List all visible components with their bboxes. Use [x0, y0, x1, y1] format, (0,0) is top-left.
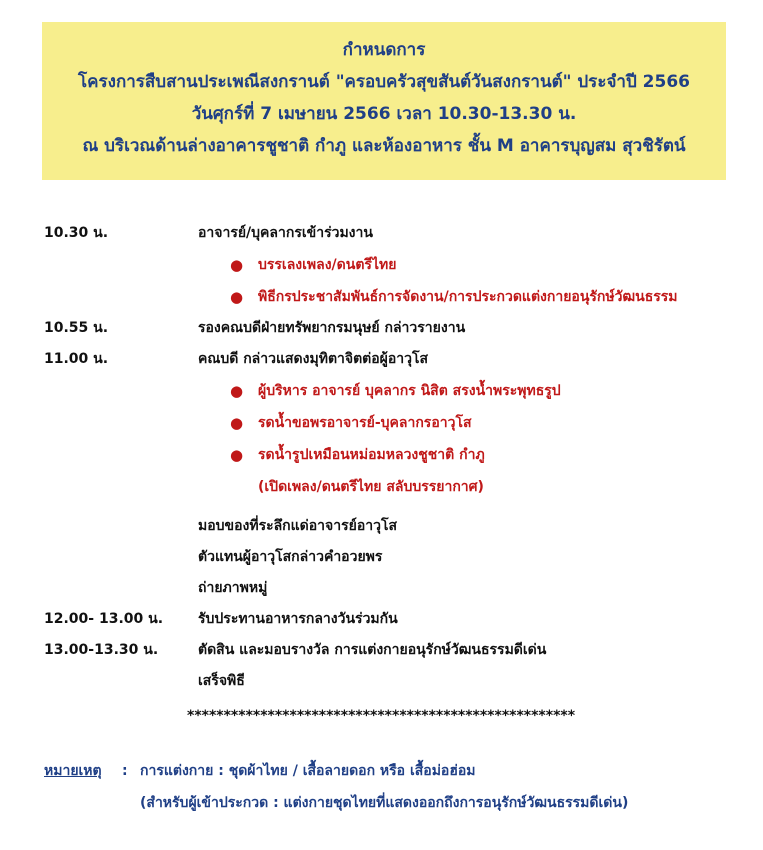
- header-box: [42, 22, 726, 180]
- event-datetime: วันศุกร์ที่ 7 เมษายน 2566 เวลา 10.30-13.30 น.: [191, 104, 577, 124]
- schedule-bullet: [44, 439, 744, 471]
- note-line: [44, 787, 744, 819]
- event-venue: ณ บริเวณด้านล่างอาคารชูชาติ กำภู และห้องอาหาร ชั้น M อาคารบุญสม สุวชิรัตน์: [82, 136, 686, 156]
- schedule-desc: อาจารย์/บุคลากรเข้าร่วมงาน: [198, 225, 373, 241]
- schedule-subitem: [44, 511, 744, 542]
- bullet-dot-icon: ●: [230, 256, 244, 274]
- bullet-text: ผู้บริหาร อาจารย์ บุคลากร นิสิต สรงน้ำพระพุทธรูป: [258, 383, 561, 399]
- schedule-time: 13.00-13.30 น.: [44, 642, 159, 658]
- bullet-dot-icon: ●: [230, 414, 244, 432]
- bullet-dot-icon: ●: [230, 288, 244, 306]
- schedule-bullet: [44, 375, 744, 407]
- schedule-row: [44, 344, 744, 375]
- schedule-desc: รองคณบดีฝ่ายทรัพยากรมนุษย์ กล่าวรายงาน: [198, 320, 466, 336]
- schedule-row: [44, 313, 744, 344]
- note-colon: :: [122, 763, 128, 779]
- note-label: หมายเหตุ: [44, 763, 102, 779]
- schedule-time: 11.00 น.: [44, 351, 109, 367]
- note-line: [44, 755, 744, 787]
- bullet-text: รดน้ำขอพรอาจารย์-บุคลากรอาวุโส: [258, 415, 472, 431]
- bullet-continuation: [44, 471, 744, 503]
- schedule-desc: ตัดสิน และมอบรางวัล การแต่งกายอนุรักษ์วัฒนธรรมดีเด่น: [198, 642, 547, 658]
- note-section: [44, 755, 744, 819]
- schedule-subitem-text: มอบของที่ระลึกแด่อาจารย์อาวุโส: [198, 518, 398, 534]
- schedule-subitem-text: ตัวแทนผู้อาวุโสกล่าวคำอวยพร: [198, 549, 383, 565]
- header-title: กำหนดการ: [342, 40, 426, 60]
- schedule-row: [44, 604, 744, 635]
- schedule-subitem: [44, 573, 744, 604]
- schedule-bullet: [44, 281, 744, 313]
- bullet-text: บรรเลงเพลง/ดนตรีไทย: [258, 257, 397, 273]
- spacer: [44, 503, 744, 511]
- schedule-time: 10.55 น.: [44, 320, 109, 336]
- schedule: [44, 218, 744, 697]
- bullet-dot-icon: ●: [230, 446, 244, 464]
- schedule-subitem: [44, 542, 744, 573]
- project-name: โครงการสืบสานประเพณีสงกรานต์ "ครอบครัวสุขสันต์วันสงกรานต์" ประจำปี 2566: [78, 72, 690, 92]
- note-text: การแต่งกาย : ชุดผ้าไทย / เสื้อลายดอก หรือ เสื้อม่อฮ่อม: [140, 763, 476, 779]
- separator-line: *****************************************************: [187, 708, 576, 724]
- bullet-text: พิธีกรประชาสัมพันธ์การจัดงาน/การประกวดแต่งกายอนุรักษ์วัฒนธรรม: [258, 289, 678, 305]
- schedule-desc: รับประทานอาหารกลางวันร่วมกัน: [198, 611, 398, 627]
- bullet-continuation-text: (เปิดเพลง/ดนตรีไทย สลับบรรยากาศ): [258, 479, 484, 495]
- schedule-time: 12.00- 13.00 น.: [44, 611, 164, 627]
- schedule-subitem-text: ถ่ายภาพหมู่: [198, 580, 268, 596]
- bullet-text: รดน้ำรูปเหมือนหม่อมหลวงชูชาติ กำภู: [258, 447, 485, 463]
- schedule-bullet: [44, 249, 744, 281]
- note-subtext: (สำหรับผู้เข้าประกวด : แต่งกายชุดไทยที่แสดงออกถึงการอนุรักษ์วัฒนธรรมดีเด่น): [140, 795, 629, 811]
- schedule-bullet: [44, 407, 744, 439]
- schedule-desc: คณบดี กล่าวแสดงมุทิตาจิตต่อผู้อาวุโส: [198, 351, 429, 367]
- schedule-row: [44, 218, 744, 249]
- schedule-time: 10.30 น.: [44, 225, 109, 241]
- schedule-subitem-text: เสร็จพิธี: [198, 673, 245, 689]
- bullet-dot-icon: ●: [230, 382, 244, 400]
- schedule-row: [44, 635, 744, 666]
- schedule-subitem: [44, 666, 744, 697]
